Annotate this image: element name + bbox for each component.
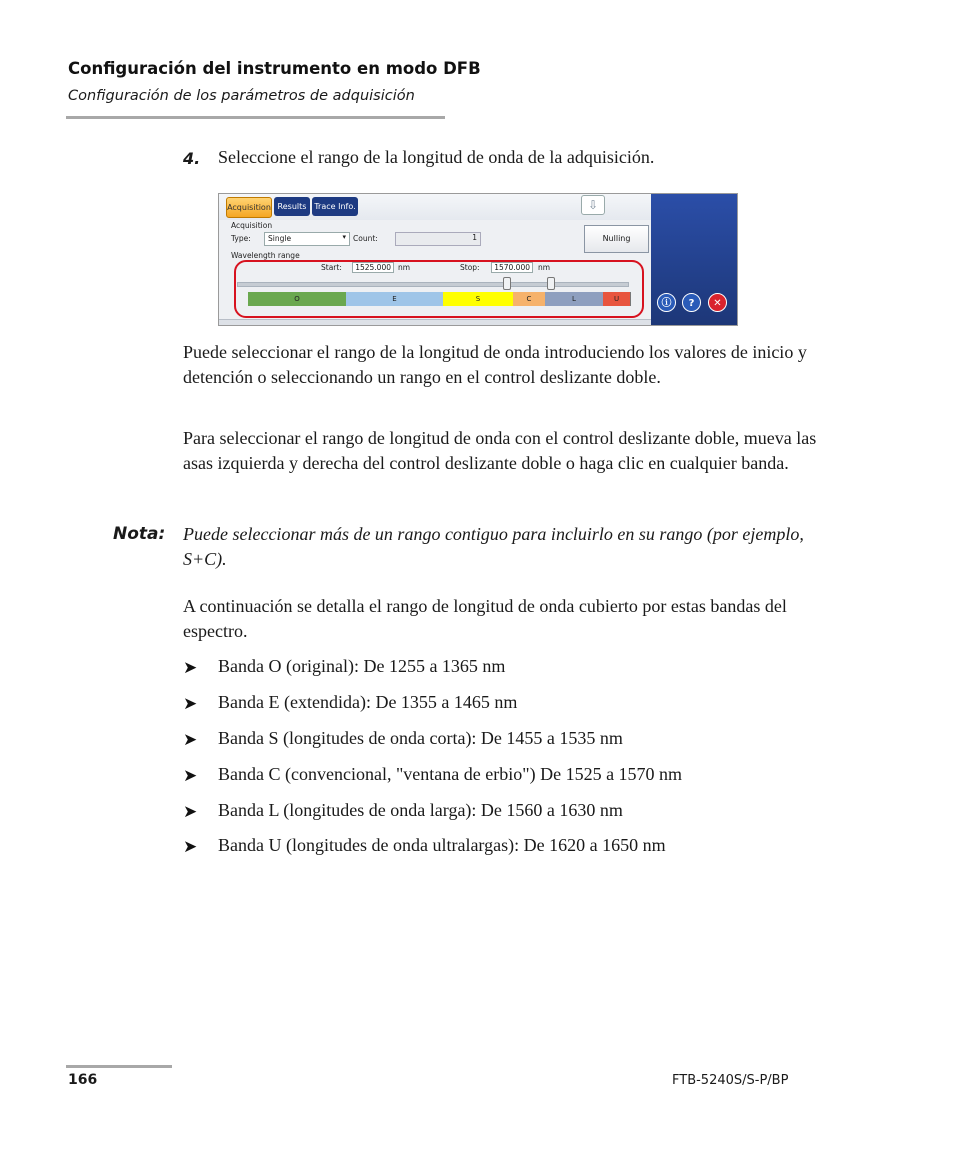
wavelength-range-label: Wavelength range	[231, 251, 300, 260]
list-item-text: Banda S (longitudes de onda corta): De 1455 a 1535 nm	[218, 728, 623, 748]
list-item	[183, 800, 623, 821]
info-icon[interactable]: ⓘ	[657, 293, 676, 312]
section-subtitle: Configuración de los parámetros de adquisición	[68, 88, 415, 104]
type-label: Type:	[231, 234, 251, 243]
bottom-bar	[219, 319, 651, 326]
product-model: FTB-5240S/S-P/BP	[672, 1073, 789, 1088]
start-input[interactable]: 1525.000	[352, 262, 394, 273]
arrow-bullet-icon: ➤	[183, 801, 198, 821]
stop-label: Stop:	[460, 263, 480, 272]
band-o[interactable]: O	[248, 292, 347, 306]
list-item	[183, 764, 682, 785]
highlight-oval	[234, 260, 644, 318]
band-s[interactable]: S	[443, 292, 514, 306]
acquisition-label: Acquisition	[231, 221, 273, 230]
footer-divider	[66, 1065, 172, 1068]
count-field[interactable]	[395, 232, 481, 246]
chevron-down-icon: ▾	[342, 233, 346, 241]
start-label: Start:	[321, 263, 342, 272]
band-l[interactable]: L	[545, 292, 604, 306]
step-text: Seleccione el rango de la longitud de onda de la adquisición.	[218, 147, 655, 167]
tab-acquisition[interactable]: Acquisition	[226, 197, 272, 218]
list-item	[183, 656, 505, 677]
arrow-down-icon[interactable]: ⇩	[581, 195, 605, 215]
list-item-text: Banda L (longitudes de onda larga): De 1560 a 1630 nm	[218, 800, 623, 820]
count-label: Count:	[353, 234, 378, 243]
page-number: 166	[68, 1072, 98, 1088]
acquisition-screenshot	[218, 193, 738, 326]
band-e[interactable]: E	[346, 292, 444, 306]
list-item-text: Banda U (longitudes de onda ultralargas): De 1620 a 1650 nm	[218, 835, 666, 855]
section-title: Configuración del instrumento en modo DFB	[68, 59, 481, 78]
note-text: Puede seleccionar más de un rango contiguo para incluirlo en su rango (por ejemplo, S+C).	[183, 524, 804, 569]
nulling-button[interactable]: Nulling	[584, 225, 649, 253]
arrow-bullet-icon: ➤	[183, 729, 198, 749]
tab-trace-info[interactable]: Trace Info.	[312, 197, 358, 216]
band-u[interactable]: U	[603, 292, 631, 306]
list-item	[183, 728, 623, 749]
count-value: 1	[472, 233, 477, 242]
note-label: Nota:	[113, 524, 166, 544]
start-unit: nm	[398, 263, 411, 272]
step-number: 4.	[183, 149, 201, 168]
band-c[interactable]: C	[513, 292, 546, 306]
close-icon[interactable]: ✕	[708, 293, 727, 312]
bands-intro: A continuación se detalla el rango de longitud de onda cubierto por estas bandas del espectro.	[183, 596, 787, 641]
arrow-bullet-icon: ➤	[183, 657, 198, 677]
arrow-bullet-icon: ➤	[183, 693, 198, 713]
list-item-text: Banda E (extendida): De 1355 a 1465 nm	[218, 692, 518, 712]
paragraph-2: Para seleccionar el rango de longitud de onda con el control deslizante doble, mueva las asas izquierda y derecha del control deslizante doble o haga clic en cualquier banda.	[183, 428, 817, 473]
list-item	[183, 835, 666, 856]
arrow-bullet-icon: ➤	[183, 836, 198, 856]
tab-results[interactable]: Results	[274, 197, 310, 216]
list-item	[183, 692, 517, 713]
list-item-text: Banda O (original): De 1255 a 1365 nm	[218, 656, 506, 676]
list-item-text: Banda C (convencional, "ventana de erbio") De 1525 a 1570 nm	[218, 764, 683, 784]
help-icon[interactable]: ?	[682, 293, 701, 312]
type-value: Single	[268, 234, 292, 243]
stop-input[interactable]: 1570.000	[491, 262, 533, 273]
arrow-bullet-icon: ➤	[183, 765, 198, 785]
header-divider	[66, 116, 445, 119]
type-select[interactable]	[264, 232, 350, 246]
stop-unit: nm	[538, 263, 551, 272]
paragraph-1: Puede seleccionar el rango de la longitud de onda introduciendo los valores de inicio y detención o seleccionando un rango en el control deslizante doble.	[183, 342, 807, 387]
